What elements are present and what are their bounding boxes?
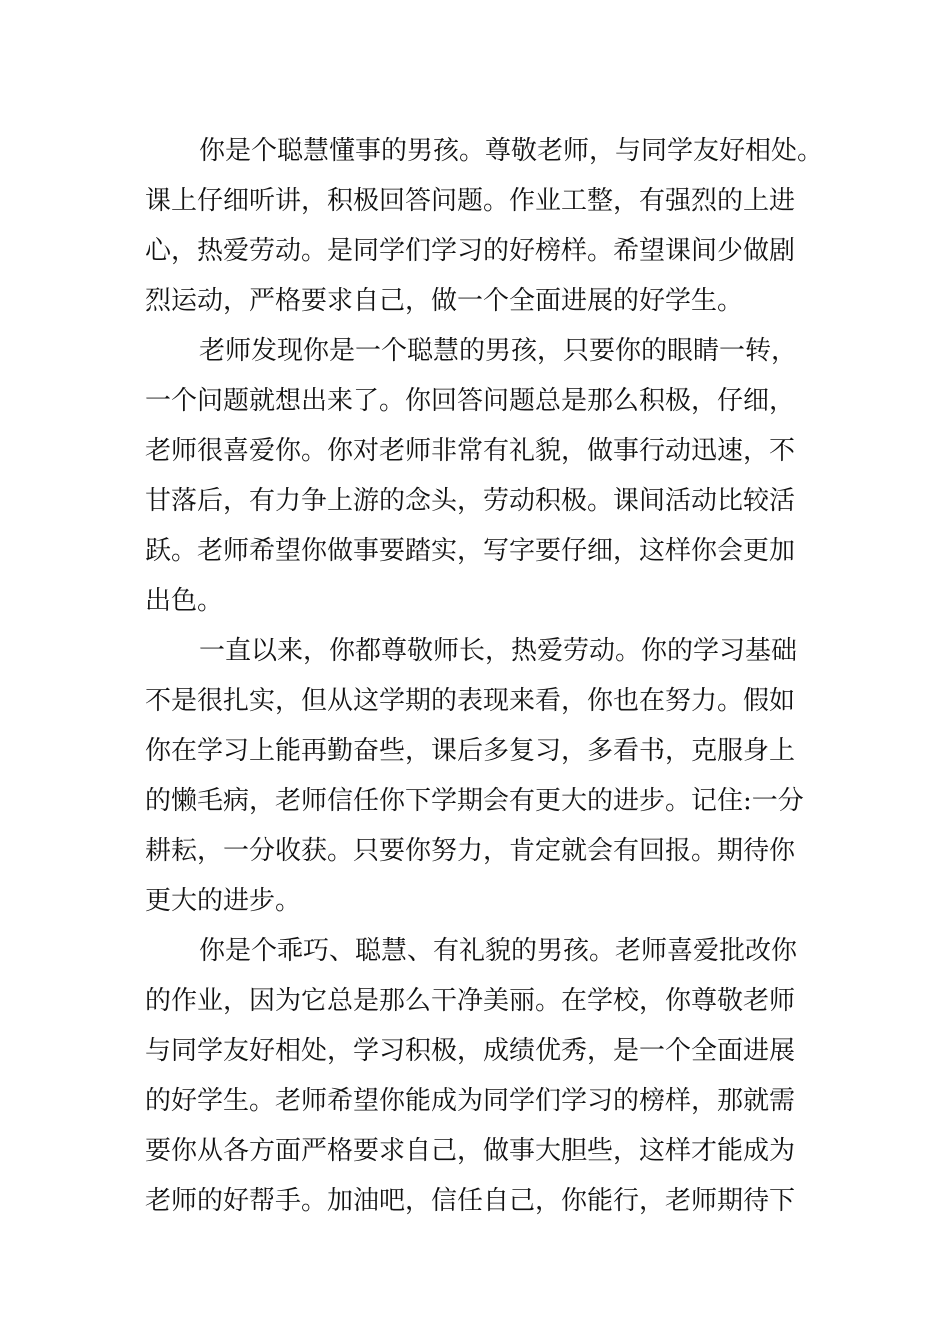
paragraph-line: 更大的进步。	[145, 886, 302, 916]
paragraph-line: 的作业，因为它总是那么干净美丽。在学校，你尊敬老师	[145, 986, 796, 1016]
paragraph-line: 老师发现你是一个聪慧的男孩，只要你的眼睛一转，	[199, 336, 798, 366]
paragraph-line: 要你从各方面严格要求自己，做事大胆些，这样才能成为	[145, 1136, 796, 1166]
paragraph-line: 的懒毛病，老师信任你下学期会有更大的进步。记住:一分	[145, 786, 804, 816]
paragraph-line: 跃。老师希望你做事要踏实，写字要仔细，这样你会更加	[145, 536, 796, 566]
paragraph-line: 甘落后，有力争上游的念头，劳动积极。课间活动比较活	[145, 486, 796, 516]
paragraph-line: 烈运动，严格要求自己，做一个全面进展的好学生。	[145, 286, 744, 316]
paragraph-3	[145, 626, 815, 926]
paragraph-line: 老师的好帮手。加油吧，信任自己，你能行，老师期待下	[145, 1186, 796, 1216]
document-body	[145, 126, 824, 1226]
paragraph-line: 与同学友好相处，学习积极，成绩优秀，是一个全面进展	[145, 1036, 796, 1066]
paragraph-line: 你在学习上能再勤奋些，课后多复习，多看书，克服身上	[145, 736, 796, 766]
paragraph-line: 一个问题就想出来了。你回答问题总是那么积极，仔细，	[145, 386, 796, 416]
paragraph-line: 老师很喜爱你。你对老师非常有礼貌，做事行动迅速，不	[145, 436, 796, 466]
paragraph-line: 的好学生。老师希望你能成为同学们学习的榜样，那就需	[145, 1086, 796, 1116]
paragraph-4	[145, 926, 815, 1226]
paragraph-line: 一直以来，你都尊敬师长，热爱劳动。你的学习基础	[199, 636, 798, 666]
paragraph-line: 不是很扎实，但从这学期的表现来看，你也在努力。假如	[145, 686, 796, 716]
paragraph-line: 你是个聪慧懂事的男孩。尊敬老师，与同学友好相处。	[199, 136, 824, 166]
paragraph-line: 你是个乖巧、聪慧、有礼貌的男孩。老师喜爱批改你	[199, 936, 798, 966]
paragraph-line: 出色。	[145, 586, 224, 616]
paragraph-line: 心，热爱劳动。是同学们学习的好榜样。希望课间少做剧	[145, 236, 796, 266]
paragraph-line: 课上仔细听讲，积极回答问题。作业工整，有强烈的上进	[145, 186, 796, 216]
paragraph-2	[145, 326, 815, 626]
paragraph-1	[145, 126, 824, 326]
paragraph-line: 耕耘，一分收获。只要你努力，肯定就会有回报。期待你	[145, 836, 796, 866]
